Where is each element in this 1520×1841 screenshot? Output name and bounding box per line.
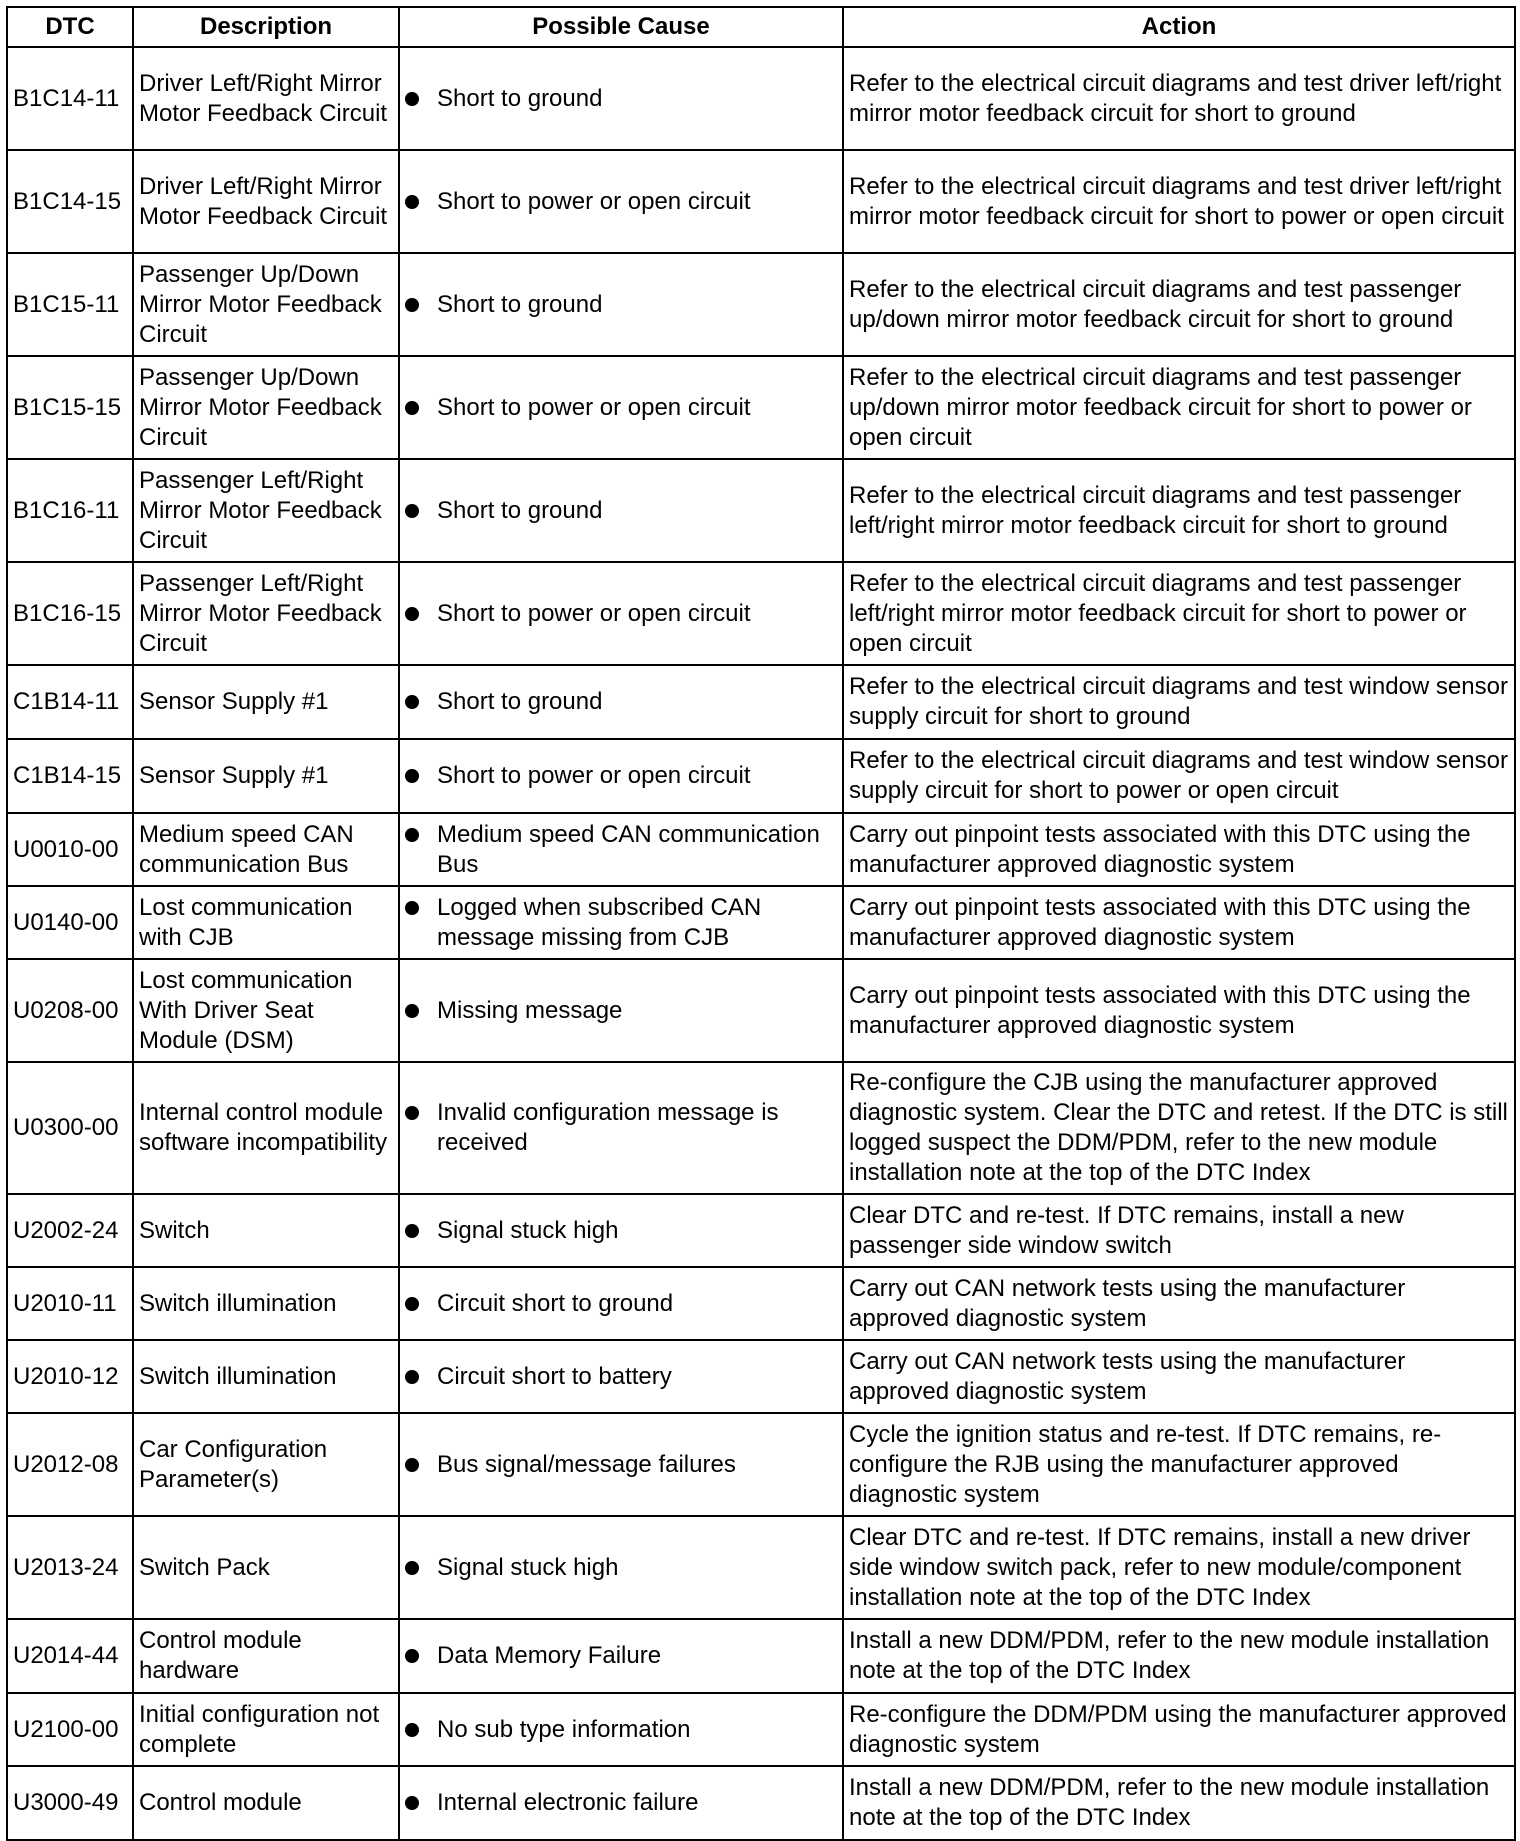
dtc-description: Lost communication with CJB [133, 886, 399, 959]
bullet-icon [405, 401, 419, 415]
action-text: Cycle the ignition status and re-test. If DTC remains, re-configure the RJB using the manufacturer approved diagnostic system [843, 1413, 1515, 1516]
dtc-code: B1C14-15 [7, 150, 133, 253]
action-text: Carry out CAN network tests using the manufacturer approved diagnostic system [843, 1267, 1515, 1340]
bullet-icon [405, 504, 419, 518]
bullet-icon [405, 1458, 419, 1472]
possible-cause: Short to ground [437, 496, 603, 524]
action-text: Clear DTC and re-test. If DTC remains, install a new passenger side window switch [843, 1194, 1515, 1267]
action-text: Refer to the electrical circuit diagrams and test driver left/right mirror motor feedback circuit for short to power or open circuit [843, 150, 1515, 253]
possible-cause: Invalid configuration message is received [437, 1099, 779, 1156]
action-text: Re-configure the DDM/PDM using the manufacturer approved diagnostic system [843, 1693, 1515, 1766]
action-text: Install a new DDM/PDM, refer to the new module installation note at the top of the DTC Index [843, 1619, 1515, 1693]
header-row [7, 7, 1515, 47]
bullet-icon [405, 1723, 419, 1737]
dtc-code: U2010-11 [7, 1267, 133, 1340]
dtc-code: U2014-44 [7, 1619, 133, 1693]
action-text: Refer to the electrical circuit diagrams and test passenger up/down mirror motor feedback circuit for short to power or open circuit [843, 356, 1515, 459]
bullet-icon [405, 1649, 419, 1663]
dtc-code: U0208-00 [7, 959, 133, 1062]
cause-bullet-item [405, 1641, 836, 1671]
header-action: Action [843, 7, 1515, 47]
cause-bullet-item [405, 599, 836, 629]
action-text: Refer to the electrical circuit diagrams and test window sensor supply circuit for short to power or open circuit [843, 739, 1515, 813]
possible-cause-cell [399, 1413, 843, 1516]
dtc-code: U2002-24 [7, 1194, 133, 1267]
possible-cause: Signal stuck high [437, 1216, 619, 1244]
possible-cause-cell [399, 1062, 843, 1194]
action-text: Refer to the electrical circuit diagrams and test window sensor supply circuit for short to ground [843, 665, 1515, 739]
bullet-icon [405, 828, 419, 842]
bullet-icon [405, 1297, 419, 1311]
dtc-code: U0010-00 [7, 813, 133, 886]
possible-cause: Bus signal/message failures [437, 1450, 736, 1478]
header-description: Description [133, 7, 399, 47]
dtc-description: Switch [133, 1194, 399, 1267]
cause-bullet-item [405, 496, 836, 526]
bullet-icon [405, 1561, 419, 1575]
possible-cause: Short to power or open circuit [437, 762, 751, 789]
table-row [7, 959, 1515, 1062]
possible-cause-cell [399, 739, 843, 813]
dtc-description: Car Configuration Parameter(s) [133, 1413, 399, 1516]
dtc-description: Switch illumination [133, 1267, 399, 1340]
bullet-icon [405, 1004, 419, 1018]
action-text: Clear DTC and re-test. If DTC remains, install a new driver side window switch pack, refer to new module/component installation note at the top of the DTC Index [843, 1516, 1515, 1619]
cause-bullet-item [405, 761, 836, 791]
table-body [7, 47, 1515, 1840]
possible-cause-cell [399, 1340, 843, 1413]
possible-cause: Short to power or open circuit [437, 187, 751, 215]
table-row [7, 1340, 1515, 1413]
action-text: Carry out pinpoint tests associated with this DTC using the manufacturer approved diagnostic system [843, 959, 1515, 1062]
cause-bullet-item [405, 1216, 836, 1246]
possible-cause-cell [399, 1516, 843, 1619]
possible-cause-cell [399, 813, 843, 886]
table-row [7, 356, 1515, 459]
cause-bullet-item [405, 1788, 836, 1818]
table-row [7, 665, 1515, 739]
dtc-description: Passenger Left/Right Mirror Motor Feedback Circuit [133, 459, 399, 562]
dtc-description: Control module hardware [133, 1619, 399, 1693]
possible-cause-cell [399, 562, 843, 665]
dtc-code: C1B14-11 [7, 665, 133, 739]
table-row [7, 739, 1515, 813]
table-row [7, 813, 1515, 886]
bullet-icon [405, 607, 419, 621]
dtc-code: B1C14-11 [7, 47, 133, 150]
dtc-code: B1C15-11 [7, 253, 133, 356]
cause-bullet-item [405, 1715, 836, 1745]
possible-cause: Missing message [437, 996, 623, 1024]
cause-bullet-item [405, 1362, 836, 1392]
dtc-description: Sensor Supply #1 [133, 665, 399, 739]
bullet-icon [405, 298, 419, 312]
dtc-description: Passenger Left/Right Mirror Motor Feedback Circuit [133, 562, 399, 665]
dtc-description: Internal control module software incompatibility [133, 1062, 399, 1194]
dtc-code: U3000-49 [7, 1766, 133, 1840]
dtc-code: U2010-12 [7, 1340, 133, 1413]
dtc-code: B1C15-15 [7, 356, 133, 459]
cause-bullet-item [405, 1450, 836, 1480]
possible-cause: Data Memory Failure [437, 1642, 662, 1669]
bullet-icon [405, 92, 419, 106]
possible-cause-cell [399, 959, 843, 1062]
bullet-icon [405, 1106, 419, 1120]
possible-cause: Short to ground [437, 688, 603, 715]
table-row [7, 1062, 1515, 1194]
dtc-code: U2100-00 [7, 1693, 133, 1766]
cause-bullet-item [405, 996, 836, 1026]
action-text: Carry out pinpoint tests associated with this DTC using the manufacturer approved diagnostic system [843, 813, 1515, 886]
bullet-icon [405, 1224, 419, 1238]
possible-cause: Circuit short to ground [437, 1289, 674, 1317]
dtc-description: Initial configuration not complete [133, 1693, 399, 1766]
bullet-icon [405, 1370, 419, 1384]
cause-bullet-item [405, 393, 836, 423]
cause-bullet-item [405, 1098, 836, 1158]
header-possible-cause: Possible Cause [399, 7, 843, 47]
table-row [7, 47, 1515, 150]
table-row [7, 1619, 1515, 1693]
dtc-code: U0300-00 [7, 1062, 133, 1194]
table-row [7, 1766, 1515, 1840]
table-row [7, 1194, 1515, 1267]
action-text: Refer to the electrical circuit diagrams and test driver left/right mirror motor feedback circuit for short to ground [843, 47, 1515, 150]
action-text: Refer to the electrical circuit diagrams and test passenger left/right mirror motor feedback circuit for short to power or open circuit [843, 562, 1515, 665]
possible-cause-cell [399, 1766, 843, 1840]
possible-cause: Signal stuck high [437, 1553, 619, 1581]
bullet-icon [405, 695, 419, 709]
dtc-code: U2012-08 [7, 1413, 133, 1516]
cause-bullet-item [405, 84, 836, 114]
dtc-description: Switch illumination [133, 1340, 399, 1413]
action-text: Carry out CAN network tests using the manufacturer approved diagnostic system [843, 1340, 1515, 1413]
possible-cause: Short to power or open circuit [437, 599, 751, 627]
possible-cause-cell [399, 356, 843, 459]
table-row [7, 562, 1515, 665]
table-row [7, 886, 1515, 959]
dtc-description: Passenger Up/Down Mirror Motor Feedback Circuit [133, 253, 399, 356]
possible-cause: Circuit short to battery [437, 1362, 672, 1390]
action-text: Refer to the electrical circuit diagrams and test passenger up/down mirror motor feedback circuit for short to ground [843, 253, 1515, 356]
table-header [7, 7, 1515, 47]
possible-cause-cell [399, 1619, 843, 1693]
table-row [7, 1413, 1515, 1516]
possible-cause-cell [399, 886, 843, 959]
bullet-icon [405, 195, 419, 209]
possible-cause-cell [399, 150, 843, 253]
possible-cause: Short to ground [437, 84, 603, 112]
dtc-description: Driver Left/Right Mirror Motor Feedback Circuit [133, 150, 399, 253]
possible-cause: Short to power or open circuit [437, 393, 751, 421]
table-row [7, 1693, 1515, 1766]
cause-bullet-item [405, 893, 836, 953]
dtc-code: B1C16-11 [7, 459, 133, 562]
possible-cause: Medium speed CAN communication Bus [437, 820, 820, 878]
dtc-description: Passenger Up/Down Mirror Motor Feedback Circuit [133, 356, 399, 459]
table-row [7, 1267, 1515, 1340]
header-dtc: DTC [7, 7, 133, 47]
possible-cause: Short to ground [437, 290, 603, 318]
dtc-code: B1C16-15 [7, 562, 133, 665]
bullet-icon [405, 769, 419, 783]
possible-cause: Logged when subscribed CAN message missing from CJB [437, 893, 762, 951]
cause-bullet-item [405, 1289, 836, 1319]
dtc-description: Driver Left/Right Mirror Motor Feedback Circuit [133, 47, 399, 150]
dtc-code: C1B14-15 [7, 739, 133, 813]
possible-cause: No sub type information [437, 1715, 691, 1743]
cause-bullet-item [405, 1553, 836, 1583]
cause-bullet-item [405, 687, 836, 717]
dtc-description: Switch Pack [133, 1516, 399, 1619]
action-text: Install a new DDM/PDM, refer to the new module installation note at the top of the DTC Index [843, 1766, 1515, 1840]
action-text: Re-configure the CJB using the manufacturer approved diagnostic system. Clear the DTC and retest. If the DTC is still logged suspect the DDM/PDM, refer to the new module installation note at the top of the DTC Index [843, 1062, 1515, 1194]
possible-cause-cell [399, 253, 843, 356]
dtc-description: Medium speed CAN communication Bus [133, 813, 399, 886]
dtc-table [6, 6, 1516, 1841]
dtc-code: U2013-24 [7, 1516, 133, 1619]
bullet-icon [405, 1796, 419, 1810]
possible-cause-cell [399, 47, 843, 150]
action-text: Refer to the electrical circuit diagrams and test passenger left/right mirror motor feedback circuit for short to ground [843, 459, 1515, 562]
possible-cause: Internal electronic failure [437, 1789, 699, 1816]
dtc-code: U0140-00 [7, 886, 133, 959]
table-row [7, 459, 1515, 562]
possible-cause-cell [399, 665, 843, 739]
table-row [7, 253, 1515, 356]
possible-cause-cell [399, 459, 843, 562]
dtc-description: Lost communication With Driver Seat Module (DSM) [133, 959, 399, 1062]
table-row [7, 150, 1515, 253]
dtc-description: Sensor Supply #1 [133, 739, 399, 813]
possible-cause-cell [399, 1267, 843, 1340]
action-text: Carry out pinpoint tests associated with this DTC using the manufacturer approved diagnostic system [843, 886, 1515, 959]
possible-cause-cell [399, 1693, 843, 1766]
table-row [7, 1516, 1515, 1619]
cause-bullet-item [405, 290, 836, 320]
bullet-icon [405, 901, 419, 915]
cause-bullet-item [405, 820, 836, 880]
dtc-description: Control module [133, 1766, 399, 1840]
possible-cause-cell [399, 1194, 843, 1267]
cause-bullet-item [405, 187, 836, 217]
